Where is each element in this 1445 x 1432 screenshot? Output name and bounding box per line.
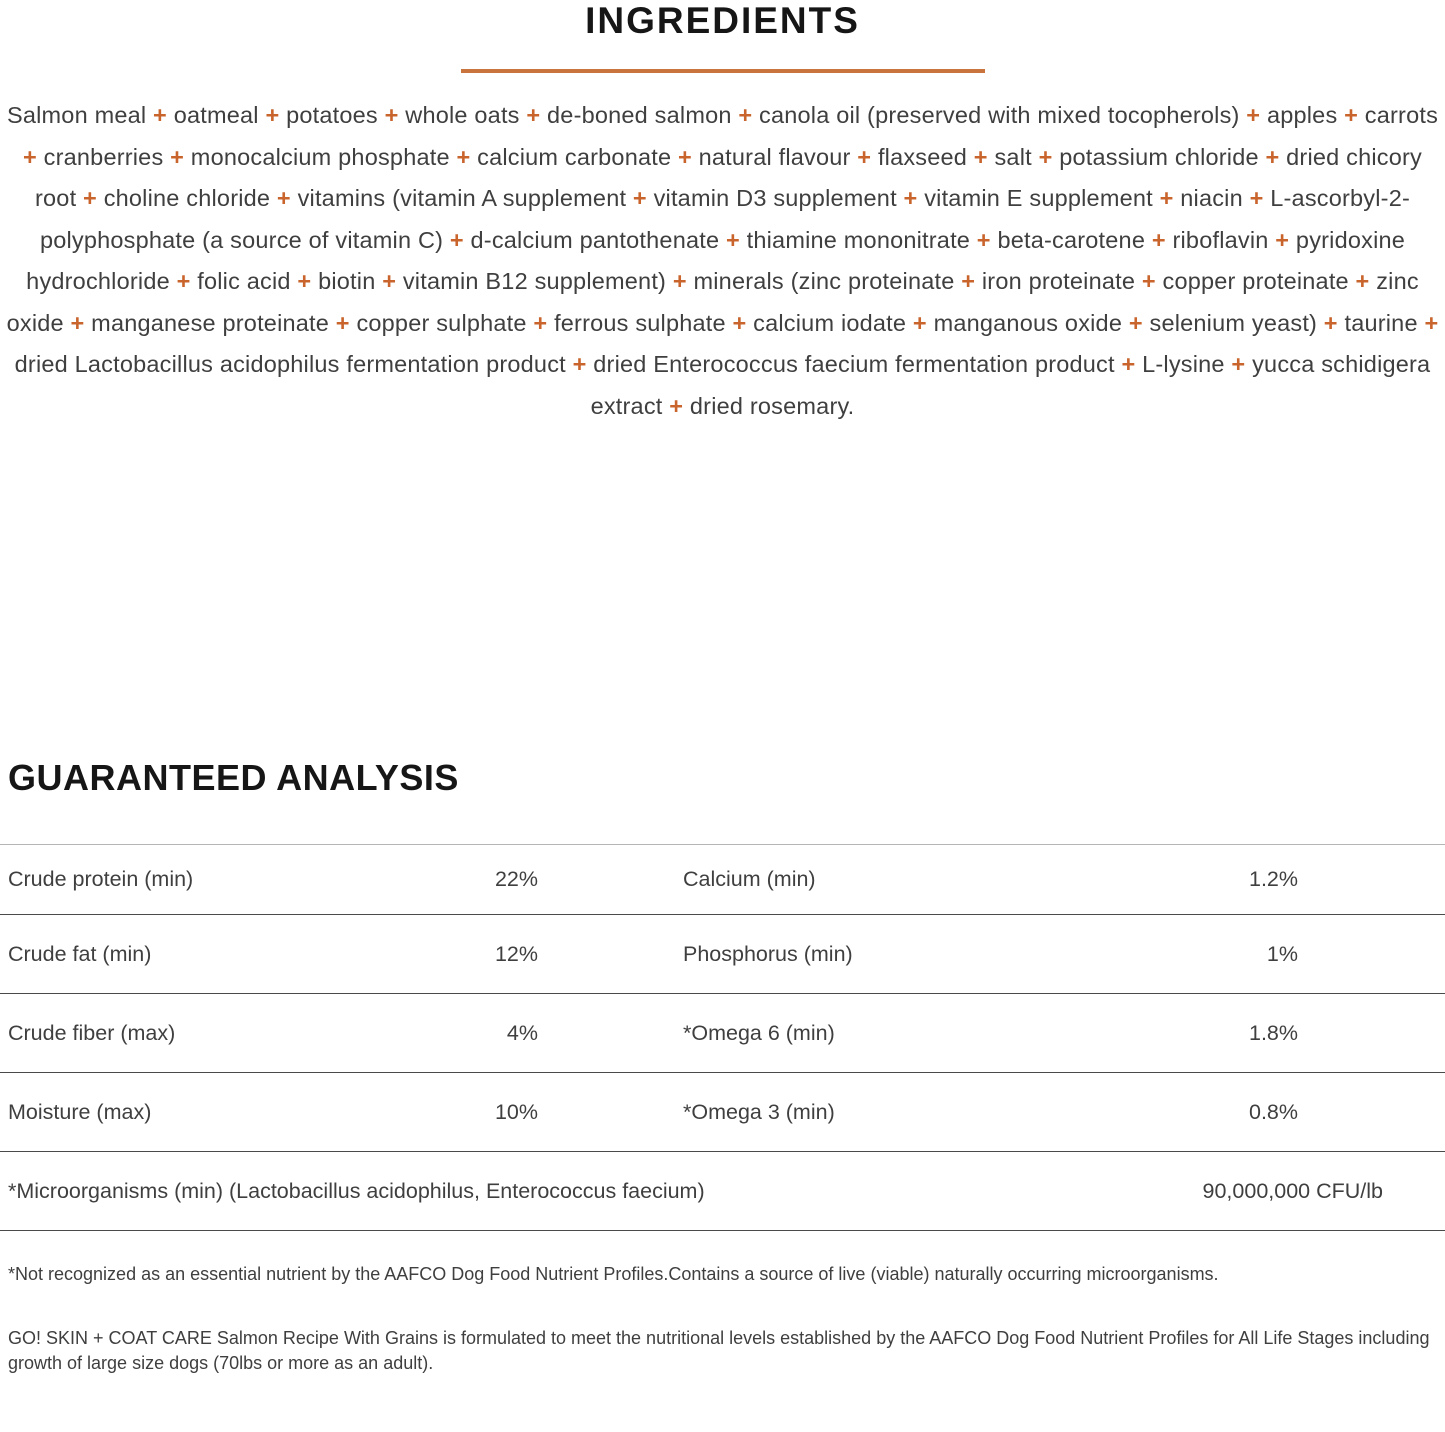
aafco-statement: GO! SKIN + COAT CARE Salmon Recipe With Grains is formulated to meet the nutritional levels established by the AAFCO Dog Food Nutrient Profiles for All Life Stages including growth of large size dogs (70lbs or more as an adult). — [8, 1328, 1430, 1373]
ingredient-separator-plus: + — [1239, 102, 1267, 128]
analysis-label: Moisture (max) — [8, 1099, 152, 1124]
ingredient-separator-plus: + — [954, 268, 982, 294]
ingredient-separator-plus: + — [1258, 143, 1287, 170]
ingredient-item: folic acid — [197, 268, 291, 294]
ingredient-separator-plus: + — [258, 102, 287, 128]
ingredient-item: dried Enterococcus faecium fermentation product — [593, 351, 1115, 377]
ingredients-section — [0, 0, 1445, 427]
ingredient-separator-plus: + — [1417, 309, 1439, 336]
analysis-row — [0, 845, 1445, 915]
ingredient-item: choline chloride — [103, 185, 271, 211]
ingredient-item: biotin — [318, 268, 376, 294]
ingredient-item: potatoes — [286, 102, 378, 128]
ingredient-separator-plus: + — [1031, 143, 1060, 170]
analysis-value: 1.2% — [1248, 867, 1298, 891]
ingredient-item: canola oil (preserved with mixed tocopherols) — [759, 102, 1240, 128]
ingredient-item: thiamine mononitrate — [746, 226, 971, 253]
analysis-label: Crude protein (min) — [8, 867, 194, 891]
ingredient-item: monocalcium phosphate — [190, 143, 450, 170]
ingredient-item: dried chicory root — [35, 143, 1422, 211]
ingredient-separator-plus: + — [906, 309, 934, 336]
analysis-label: *Omega 3 (min) — [683, 1099, 835, 1124]
microorganisms-row — [0, 1152, 1445, 1231]
analysis-value: 10% — [494, 1099, 538, 1124]
ingredient-separator-plus: + — [662, 392, 690, 419]
ingredient-separator-plus: + — [163, 143, 191, 170]
ingredient-separator-plus: + — [1317, 309, 1345, 336]
ingredient-item: potassium chloride — [1059, 143, 1259, 170]
ingredient-separator-plus: + — [725, 309, 754, 336]
analysis-label: Crude fiber (max) — [8, 1020, 176, 1045]
ingredient-item: apples — [1266, 102, 1338, 128]
ingredient-item: minerals (zinc proteinate — [693, 268, 955, 294]
ingredient-separator-plus: + — [967, 143, 995, 170]
analysis-value: 22% — [494, 867, 538, 891]
analysis-row — [0, 994, 1445, 1073]
ingredient-separator-plus: + — [1114, 351, 1143, 377]
ingredient-item: salt — [994, 143, 1032, 170]
ingredient-item: natural flavour — [698, 143, 851, 170]
ingredient-item: selenium yeast) — [1149, 309, 1318, 336]
ingredient-separator-plus: + — [1337, 102, 1365, 128]
ingredient-separator-plus: + — [1122, 309, 1150, 336]
ingredients-list-text — [4, 95, 1441, 427]
ingredient-separator-plus: + — [329, 309, 357, 336]
ingredient-separator-plus: + — [1348, 268, 1377, 294]
ingredient-item: manganous oxide — [933, 309, 1123, 336]
ingredient-item: iron proteinate — [981, 268, 1136, 294]
analysis-value: 1.8% — [1248, 1020, 1298, 1045]
ingredient-item: calcium carbonate — [477, 143, 672, 170]
ingredient-item: dried rosemary. — [689, 392, 855, 419]
ingredient-separator-plus: + — [1268, 226, 1296, 253]
ingredient-item: ferrous sulphate — [554, 309, 726, 336]
ingredient-separator-plus: + — [1242, 185, 1271, 211]
ingredient-separator-plus: + — [850, 143, 878, 170]
analysis-row — [0, 915, 1445, 994]
ingredient-separator-plus: + — [970, 226, 998, 253]
ingredient-item: copper sulphate — [356, 309, 527, 336]
ingredient-item: cranberries — [43, 143, 164, 170]
analysis-label: Crude fat (min) — [8, 941, 152, 966]
ingredient-separator-plus: + — [169, 268, 198, 294]
analysis-value: 90,000,000 CFU/lb — [1202, 1178, 1383, 1203]
ingredient-item: pyridoxine hydrochloride — [26, 226, 1406, 294]
ingredient-item: carrots — [1364, 102, 1439, 128]
ingredient-separator-plus: + — [377, 102, 406, 128]
asterisk-footnote: *Not recognized as an essential nutrient by the AAFCO Dog Food Nutrient Profiles.Contains a source of live (viable) naturally occurring microorganisms. — [8, 1264, 1219, 1284]
title-divider-rule — [461, 69, 985, 73]
ingredient-separator-plus: + — [1224, 351, 1253, 377]
ingredient-separator-plus: + — [1145, 226, 1173, 253]
ingredient-separator-plus: + — [666, 268, 694, 294]
ingredient-separator-plus: + — [443, 226, 471, 253]
ingredient-separator-plus: + — [519, 102, 548, 128]
ingredient-item: vitamin B12 supplement) — [402, 268, 667, 294]
guaranteed-analysis-section — [0, 757, 1445, 1376]
ingredient-separator-plus: + — [270, 185, 298, 211]
ingredient-item: d-calcium pantothenate — [470, 226, 720, 253]
ingredient-item: whole oats — [405, 102, 520, 128]
ingredient-item: de-boned salmon — [547, 102, 732, 128]
analysis-label: Calcium (min) — [683, 867, 816, 891]
ingredient-item: Salmon meal — [6, 102, 147, 128]
guaranteed-analysis-title: GUARANTEED ANALYSIS — [8, 757, 459, 798]
analysis-label: *Omega 6 (min) — [683, 1020, 835, 1045]
analysis-value: 0.8% — [1248, 1099, 1298, 1124]
ingredient-item: vitamin E supplement — [924, 185, 1153, 211]
ingredient-separator-plus: + — [671, 143, 699, 170]
ingredient-separator-plus: + — [1152, 185, 1181, 211]
ingredient-item: copper proteinate — [1162, 268, 1349, 294]
ingredient-item: L-ascorbyl-2-polyphosphate (a source of vitamin C) — [39, 185, 1410, 253]
ingredient-item: calcium iodate — [753, 309, 907, 336]
ingredient-separator-plus: + — [63, 309, 92, 336]
ingredient-item: niacin — [1180, 185, 1243, 211]
guaranteed-analysis-table — [0, 844, 1445, 1231]
analysis-label: *Microorganisms (min) (Lactobacillus acidophilus, Enterococcus faecium) — [8, 1178, 705, 1203]
analysis-value: 12% — [494, 941, 538, 966]
ingredient-separator-plus: + — [526, 309, 555, 336]
ingredient-separator-plus: + — [76, 185, 104, 211]
ingredient-item: taurine — [1344, 309, 1418, 336]
ingredient-separator-plus: + — [731, 102, 760, 128]
ingredient-item: manganese proteinate — [91, 309, 330, 336]
ingredient-separator-plus: + — [146, 102, 174, 128]
ingredient-item: vitamins (vitamin A supplement — [297, 185, 627, 211]
ingredient-item: riboflavin — [1172, 226, 1269, 253]
ingredient-separator-plus: + — [375, 268, 403, 294]
ingredient-separator-plus: + — [565, 351, 594, 377]
ingredient-item: vitamin D3 supplement — [653, 185, 897, 211]
ingredient-separator-plus: + — [626, 185, 654, 211]
analysis-value: 1% — [1266, 941, 1298, 966]
ingredient-separator-plus: + — [23, 143, 44, 170]
ingredient-item: yucca schidigera extract — [590, 351, 1431, 419]
ingredient-separator-plus: + — [719, 226, 747, 253]
ingredient-item: beta-carotene — [997, 226, 1146, 253]
ingredient-item: oatmeal — [173, 102, 259, 128]
ingredient-item: zinc oxide — [6, 268, 1419, 336]
ingredient-item: dried Lactobacillus acidophilus fermentation product — [14, 351, 566, 377]
analysis-label: Phosphorus (min) — [683, 941, 853, 966]
ingredient-item: L-lysine — [1142, 351, 1225, 377]
analysis-value: 4% — [506, 1020, 538, 1045]
analysis-row — [0, 1073, 1445, 1152]
ingredients-title: INGREDIENTS — [585, 0, 860, 41]
ingredient-item: flaxseed — [877, 143, 968, 170]
ingredient-separator-plus: + — [290, 268, 319, 294]
ingredient-separator-plus: + — [449, 143, 478, 170]
ingredient-separator-plus: + — [1135, 268, 1163, 294]
ingredient-separator-plus: + — [896, 185, 925, 211]
